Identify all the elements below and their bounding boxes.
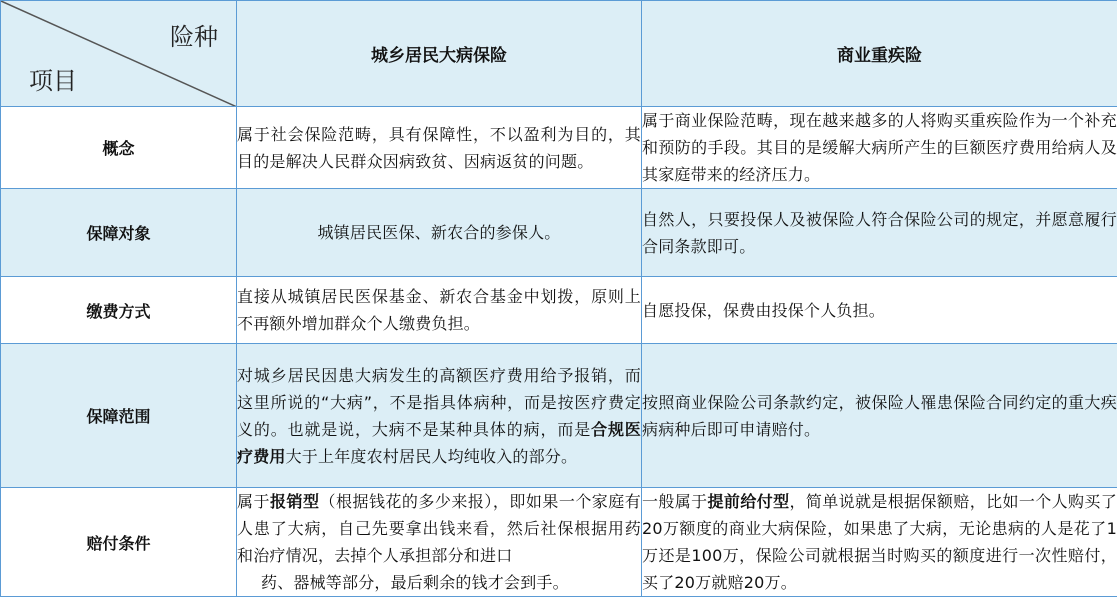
cell-target-urban-rural: 城镇居民医保、新农合的参保人。 (237, 189, 642, 277)
row-label-claim-conditions: 赔付条件 (1, 488, 237, 597)
row-label-concept: 概念 (1, 107, 237, 189)
corner-label-item: 项目 (29, 61, 77, 96)
table-row-payment-method (1, 277, 1117, 344)
cell-concept-urban-rural: 属于社会保险范畴，具有保障性，不以盈利为目的，其目的是解决人民群众因病致贫、因病返贫的问题。 (237, 107, 642, 189)
claim-text-part-2: （根据钱花的多少来报），即如果一个家庭有人患了大病，自己先要拿出钱来看，然后社保根据用药和治疗情况，去掉个人承担部分和进口 (237, 492, 641, 565)
scope-text-bold: 合规医疗费用 (237, 420, 641, 466)
scope-text-part-1: 对城乡居民因患大病发生的高额医疗费用给予报销，而这里所说的“大病”，不是指具体病种，而是按医疗费定义的。也就是说，大病不是某种具体的病，而是 (237, 366, 641, 439)
table-row-coverage-scope (1, 344, 1117, 488)
column-header-commercial: 商业重疾险 (642, 1, 1117, 107)
claim-commercial-part-1: 一般属于 (642, 492, 708, 511)
corner-label-insurance-type: 险种 (170, 17, 218, 52)
cell-target-commercial: 自然人，只要投保人及被保险人符合保险公司的规定，并愿意履行合同条款即可。 (642, 189, 1117, 277)
column-header-urban-rural: 城乡居民大病保险 (237, 1, 642, 107)
table-row-concept (1, 107, 1117, 189)
cell-scope-urban-rural (237, 344, 642, 488)
table-row-claim-conditions (1, 488, 1117, 597)
claim-text-bold: 报销型 (270, 492, 319, 511)
row-label-coverage-target: 保障对象 (1, 189, 237, 277)
table-row-coverage-target (1, 189, 1117, 277)
row-label-coverage-scope: 保障范围 (1, 344, 237, 488)
scope-text-part-2: 大于上年度农村居民人均纯收入的部分。 (286, 447, 578, 466)
claim-text-part-1: 属于 (237, 492, 270, 511)
claim-text-part-3: 药、器械等部分，最后剩余的钱才会到手。 (237, 573, 569, 592)
corner-header-cell (1, 1, 237, 107)
cell-payment-commercial: 自愿投保，保费由投保个人负担。 (642, 277, 1117, 344)
claim-commercial-bold: 提前给付型 (708, 492, 790, 511)
cell-claim-urban-rural (237, 488, 642, 597)
cell-payment-urban-rural: 直接从城镇居民医保基金、新农合基金中划拨，原则上不再额外增加群众个人缴费负担。 (237, 277, 642, 344)
claim-commercial-part-2: ，简单说就是根据保额赔，比如一个人购买了20万额度的商业大病保险，如果患了大病，无论患病的人是花了1万还是100万，保险公司就根据当时购买的额度进行一次性赔付，买了20万就赔20万。 (642, 492, 1117, 592)
cell-scope-commercial: 按照商业保险公司条款约定，被保险人罹患保险合同约定的重大疾病病种后即可申请赔付。 (642, 344, 1117, 488)
header-row (1, 1, 1117, 107)
cell-concept-commercial: 属于商业保险范畴，现在越来越多的人将购买重疾险作为一个补充和预防的手段。其目的是缓解大病所产生的巨额医疗费用给病人及其家庭带来的经济压力。 (642, 107, 1117, 189)
cell-claim-commercial (642, 488, 1117, 597)
row-label-payment-method: 缴费方式 (1, 277, 237, 344)
